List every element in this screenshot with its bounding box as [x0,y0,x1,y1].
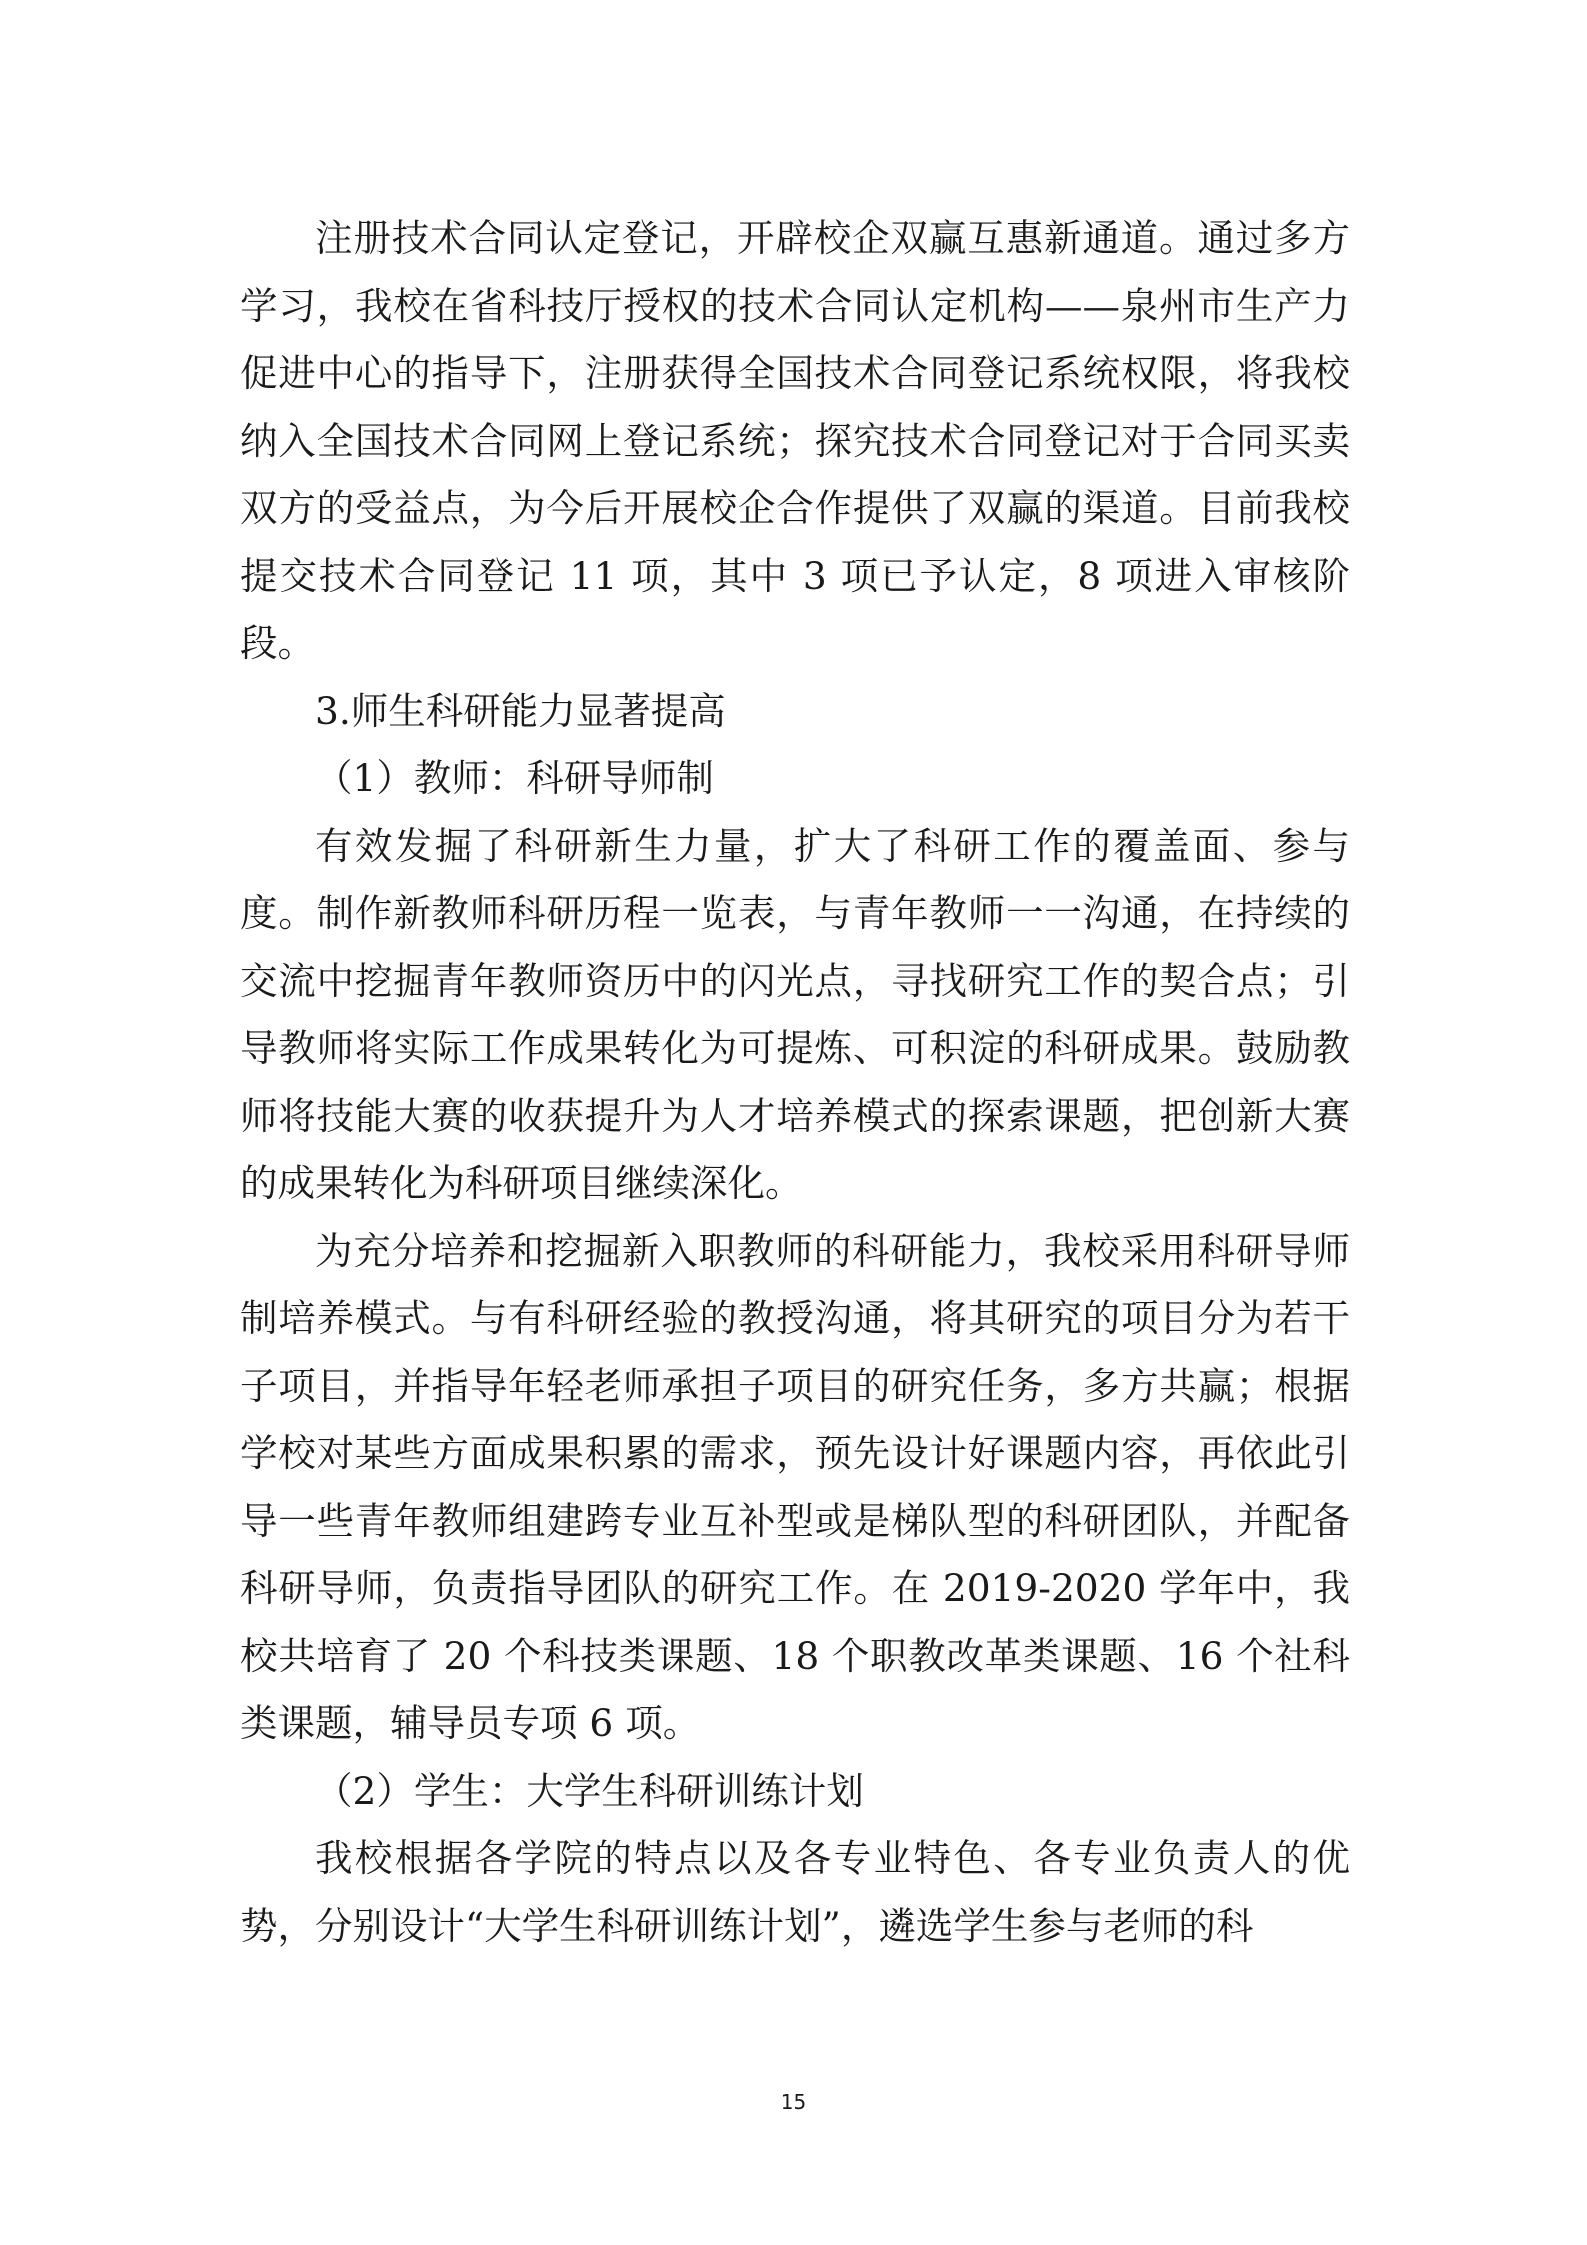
paragraph-student-research-training: 我校根据各学院的特点以及各专业特色、各专业负责人的优势，分别设计“大学生科研训练计划”，遴选学生参与老师的科 [240,1836,1350,1948]
section-heading-research-ability: 3.师生科研能力显著提高 [315,688,726,733]
paragraph-mentor-system: 为充分培养和挖掘新入职教师的科研能力，我校采用科研导师制培养模式。与有科研经验的教授沟通，将其研究的项目分为若干子项目，并指导年轻老师承担子项目的研究任务，多方共赢；根据学校对某些方面成果积累的需求，预先设计好课题内容，再依此引导一些青年教师组建跨专业互补型或是梯队型的科研团队，并配备科研导师，负责指导团队的研究工作。在 2019-2020 学年中，我校共培育了 20 个科技类课题、18 个职教改革类课题、16 个社科类课题，辅导员专项 6 项。 [240,1228,1350,1745]
paragraph-new-research-talent: 有效发掘了科研新生力量，扩大了科研工作的覆盖面、参与度。制作新教师科研历程一览表，与青年教师一一沟通，在持续的交流中挖掘青年教师资历中的闪光点，寻找研究工作的契合点；引导教师将实际工作成果转化为可提炼、可积淀的科研成果。鼓励教师将技能大赛的收获提升为人才培养模式的探索课题，把创新大赛的成果转化为科研项目继续深化。 [240,823,1350,1205]
paragraph-technical-contract-registration: 注册技术合同认定登记，开辟校企双赢互惠新通道。通过多方学习，我校在省科技厅授权的技术合同认定机构——泉州市生产力促进中心的指导下，注册获得全国技术合同登记系统权限，将我校纳入全国技术合同网上登记系统；探究技术合同登记对于合同买卖双方的受益点，为今后开展校企合作提供了双赢的渠道。目前我校提交技术合同登记 11 项，其中 3 项已予认定，8 项进入审核阶段。 [240,216,1350,665]
subheading-student-research-plan: （2）学生：大学生科研训练计划 [315,1768,864,1813]
document-body [240,205,1350,1960]
subheading-teacher-mentorship: （1）教师：科研导师制 [315,756,714,800]
page-number: 15 [780,2090,807,2114]
